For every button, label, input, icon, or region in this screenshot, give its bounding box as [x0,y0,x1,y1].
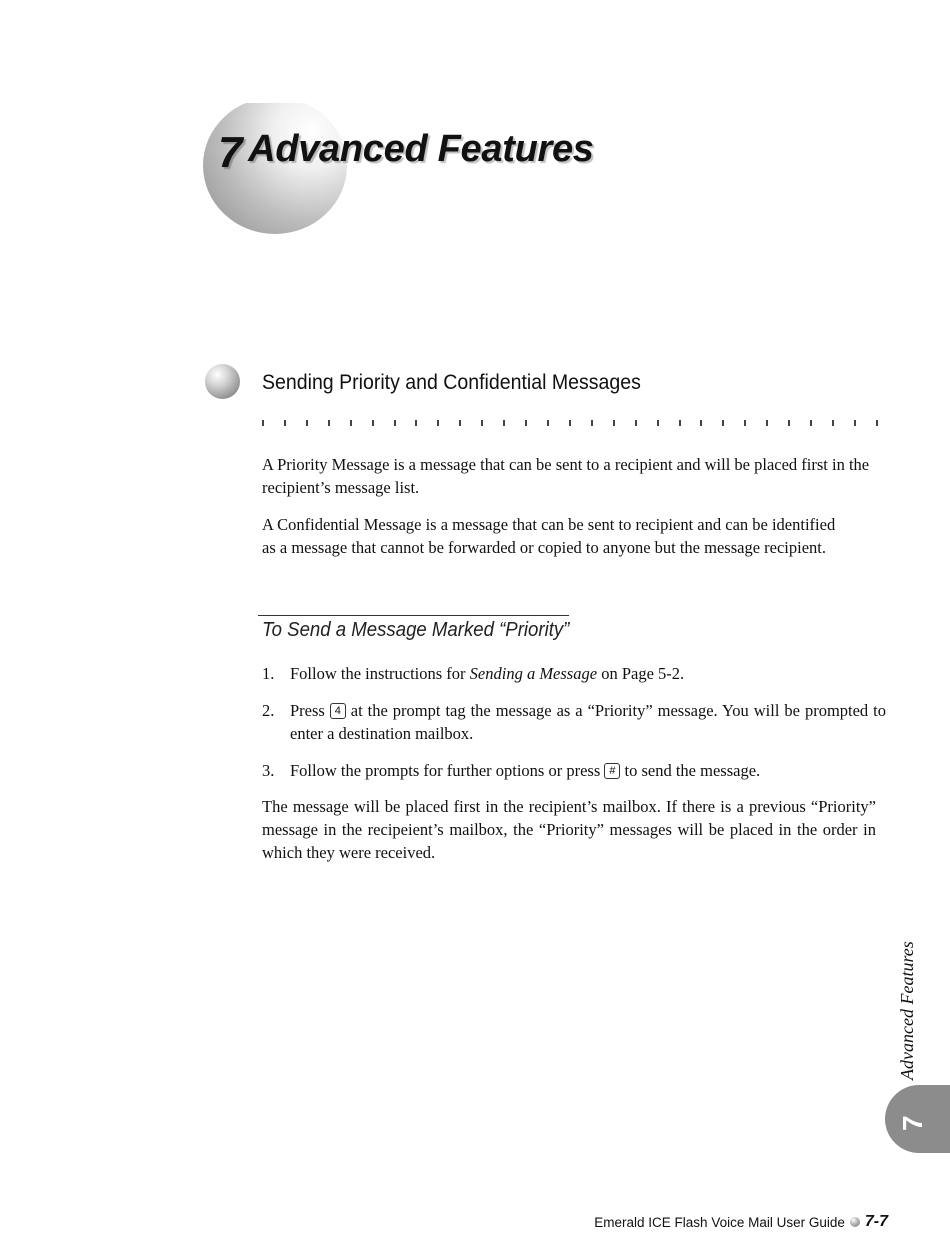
tick [854,420,856,426]
step-number: 1. [262,664,275,683]
tick [635,420,637,426]
tick [503,420,505,426]
tick [437,420,439,426]
tick [569,420,571,426]
footer-bullet-icon [850,1217,860,1227]
side-tab-number: 7 [897,1115,928,1131]
tick [700,420,702,426]
tick-divider [262,420,878,430]
closing-paragraph: The message will be placed first in the recipient’s mailbox. If there is a previous “Priority” message in the recipeient’s mailbox, the “Priority” messages will be placed in the order in which they were received. [262,797,876,862]
section-reference: Sending a Message [469,664,598,683]
tick [591,420,593,426]
step-number: 3. [262,761,275,780]
key-4-icon: 4 [330,703,346,719]
tick [722,420,724,426]
tick [284,420,286,426]
step-number: 2. [262,701,275,720]
tick [876,420,878,426]
tick [547,420,549,426]
procedure-title: To Send a Message Marked “Priority” [262,619,570,641]
section-bullet-icon [205,364,240,399]
subhead-rule [258,615,569,616]
page-number: 7-7 [864,1213,888,1230]
chapter-title [218,122,594,177]
tick [372,420,374,426]
tick [525,420,527,426]
step-item [262,759,886,782]
step-text: Follow the prompts for further options or press [290,761,605,780]
tick [744,420,746,426]
step-item [262,662,886,685]
step-text: on Page 5-2. [597,664,685,683]
section-title: Sending Priority and Confidential Messages [262,371,641,394]
tick [350,420,352,426]
tick [415,420,417,426]
tick [394,420,396,426]
tick [306,420,308,426]
tick [766,420,768,426]
procedure-steps [262,662,886,796]
key-pound-icon: # [604,763,620,779]
step-text: Press [290,701,330,720]
tick [679,420,681,426]
priority-definition: A Priority Message is a message that can be sent to a recipient and will be placed first in the recipient’s message list. [262,455,870,497]
step-text: at the prompt tag the message as a “Priority” message. You will be prompted to enter a destination mailbox. [290,701,886,743]
footer-guide-title: Emerald ICE Flash Voice Mail User Guide [594,1214,845,1230]
tick [459,420,461,426]
tick [810,420,812,426]
chapter-circle-mask [190,60,390,103]
chapter-number: 7 [218,128,243,177]
tick [328,420,330,426]
confidential-definition: A Confidential Message is a message that can be sent to recipient and can be identified as a message that cannot be forwarded or copied to anyone but the message recipient. [262,515,836,557]
side-tab-label: Advanced Features [897,941,917,1080]
tick [613,420,615,426]
step-text: to send the message. [620,761,761,780]
chapter-title-text: Advanced Features [248,128,594,170]
tick [657,420,659,426]
step-item [262,699,886,745]
tick [832,420,834,426]
step-text: Follow the instructions for [290,664,470,683]
tick [262,420,264,426]
tick [481,420,483,426]
page-footer [594,1213,888,1231]
tick [788,420,790,426]
